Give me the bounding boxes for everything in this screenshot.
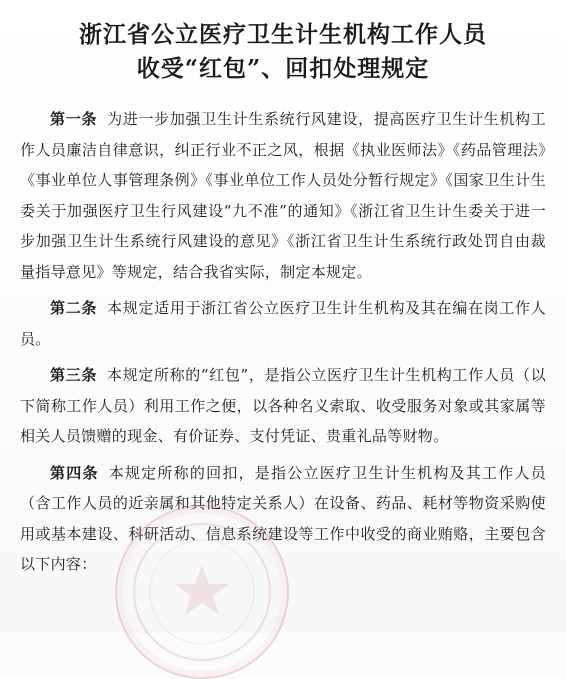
document-title [20,18,546,86]
article-1-label: 第一条 [50,110,98,128]
article-1-text: 为进一步加强卫生计生系统行风建设，提高医疗卫生计生机构工作人员廉洁自律意识，纠正行业不正之风，根据《执业医师法》《药品管理法》《事业单位人事管理条例》《事业单位工作人员处分暂行规定》《国家卫生计生委关于加强医疗卫生行风建设“九不准”的通知》《浙江省卫生计生委关于进一步加强卫生计生系统行风建设的意见》《浙江省卫生计生系统行政处罚自由裁量指导意见》等规定，结合我省实际，制定本规定。 [20,110,546,281]
article-1 [20,104,546,287]
article-4-label: 第四条 [50,463,99,482]
article-4 [20,458,546,580]
title-line-2: 收受“红包”、回扣处理规定 [136,55,430,82]
article-3-text: 本规定所称的“红包”，是指公立医疗卫生计生机构工作人员（以下简称工作人员）利用工作之便，以各种名义索取、收受服务对象或其家属等相关人员馈赠的现金、有价证券、支付凭证、贵重礼品等财物。 [20,366,547,445]
article-3-label: 第三条 [50,366,97,384]
article-4-text: 本规定所称的回扣，是指公立医疗卫生计生机构及其工作人员（含工作人员的近亲属和其他特定关系人）在设备、药品、耗材等物资采购使用或基本建设、科研活动、信息系统建设等工作中收受的商业贿赂，主要包含以下内容： [20,463,546,573]
article-2-text: 本规定适用于浙江省公立医疗卫生计生机构及其在编在岗工作人员。 [20,299,546,348]
article-3 [20,360,546,452]
article-2 [20,293,546,354]
article-2-label: 第二条 [50,299,98,317]
title-line-1: 浙江省公立医疗卫生计生机构工作人员 [79,21,487,48]
